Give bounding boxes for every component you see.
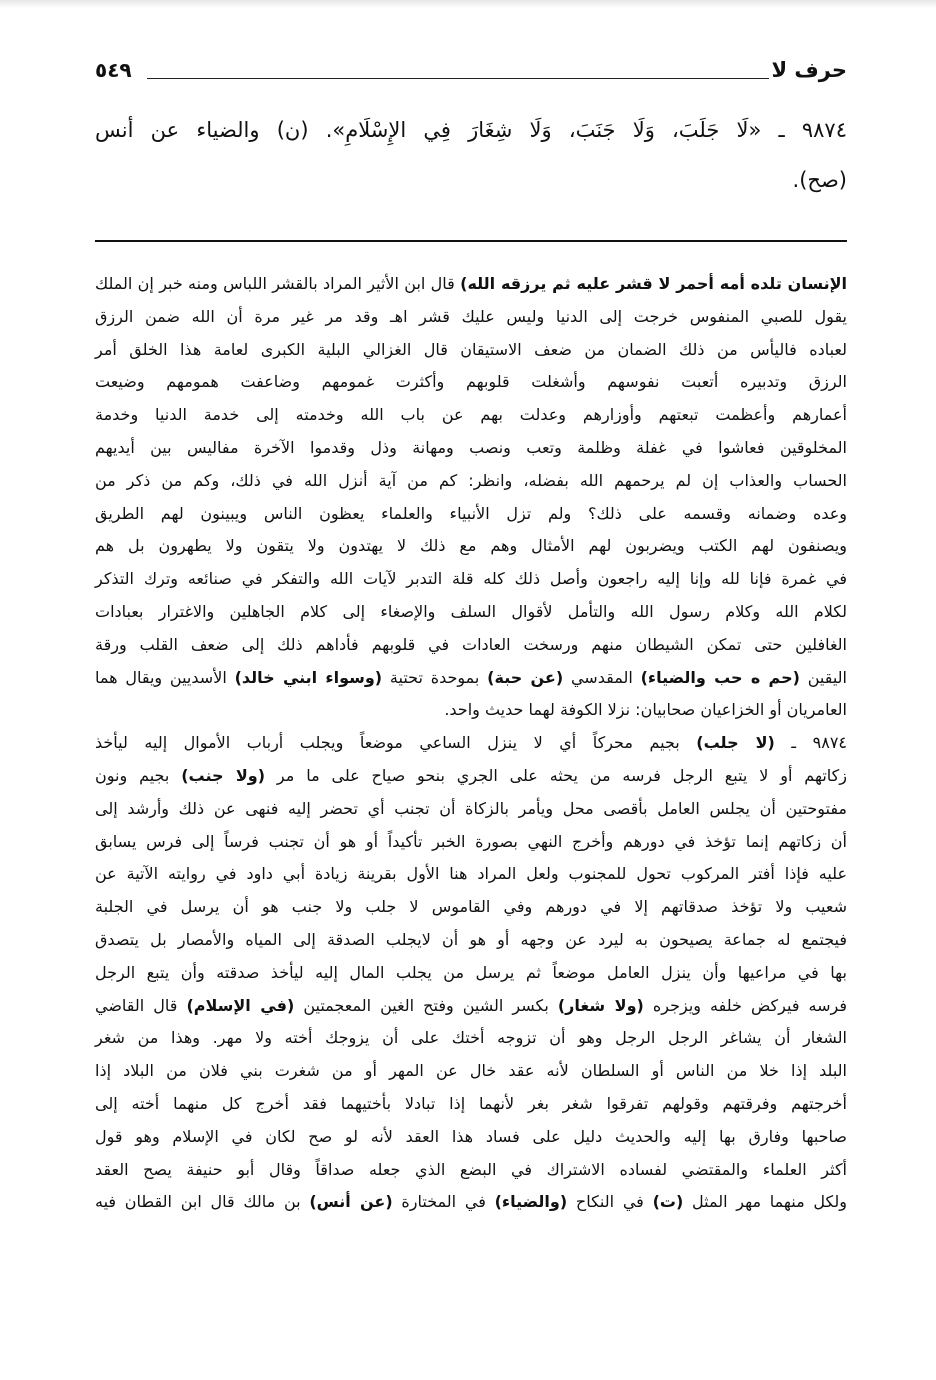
commentary-text: لكلام الله وكلام رسول الله والتأمل لأقوال السلف والإصغاء إلى كلام الجاهلين والاغترار بعبادات — [95, 601, 847, 621]
commentary-line — [95, 1121, 847, 1154]
commentary-text: يقول للصبي المنفوس خرجت إلى الدنيا وليس عليك قشر اهـ وقد مر غير مرة أن الله ضمن الرزق — [95, 306, 847, 326]
commentary-text: بها في مراعيها وأن ينزل العامل موضعاً ثم يرسل من يجلب المال إليه ليأخذ صدقته وأن يتبع الرجل — [95, 962, 847, 982]
commentary-line — [95, 727, 847, 760]
commentary-line — [95, 858, 847, 891]
commentary-line — [95, 563, 847, 596]
commentary-text: الغافلين حتى تمكن الشيطان منهم ورسخت العادات في قلوبهم فأداهم ذلك إلى ضعف القلب ورقة — [95, 634, 847, 654]
commentary-text: بن مالك قال ابن القطان فيه — [95, 1192, 310, 1212]
commentary-text: قال القاضي — [95, 995, 187, 1015]
commentary-line — [95, 301, 847, 334]
commentary-line — [95, 662, 847, 695]
commentary-text: بجيم ونون — [95, 765, 182, 785]
scan-edge — [0, 0, 936, 8]
quoted-matn: (في الإسلام) — [186, 995, 295, 1015]
commentary-line — [95, 957, 847, 990]
commentary-text: ٩٨٧٤ ـ — [774, 733, 847, 753]
commentary-text: العامريان أو الخزاعيان صحابيان: نزلا الكوفة لهما حديث واحد. — [444, 700, 847, 720]
commentary-line — [95, 1022, 847, 1055]
quoted-matn: (ت) — [652, 1192, 684, 1212]
commentary-text: البلد إذا خلا من الناس أو السلطان لأنه عقد خال عن المهر أو من شغرت بني فلان من البلاد إذا — [95, 1061, 847, 1081]
commentary-line — [95, 366, 847, 399]
quoted-matn: (عن أنس) — [309, 1192, 393, 1212]
commentary-text: فرسه فيركض خلفه ويزجره — [643, 995, 847, 1015]
commentary-line — [95, 990, 847, 1023]
commentary-line — [95, 334, 847, 367]
commentary-text: في غمرة فإنا لله وإنا إليه راجعون وأصل ذلك كله قلة التدبر لآيات الله والتفكر في صنائعه وترك التذكر — [95, 569, 847, 589]
hadith-grade: (صح). — [792, 168, 847, 192]
quoted-matn: (عن حبة) — [487, 667, 564, 687]
page-number: ٥٤٩ — [95, 58, 132, 82]
quoted-matn: (حم ه حب والضياء) — [640, 667, 800, 687]
commentary-text: بكسر الشين وفتح الغين المعجمتين — [294, 995, 558, 1015]
commentary-text: أعمارهم وأعظمت تبعتهم وأوزارهم وعدلت بهم عن باب الله وخدمته إلى خدمة الدنيا وخدمة — [95, 405, 847, 425]
commentary-line — [95, 1088, 847, 1121]
commentary-line — [95, 1055, 847, 1088]
commentary-text: قال ابن الأثير المراد بالقشر اللباس ومنه خبر إن الملك — [95, 274, 461, 293]
commentary-text: أن زكاتهم إنما تؤخذ في دورهم وأخرج النهي بصورة الخبر تأكيداً أو هو أن تجنب فرساً إلى فرس يسابق — [95, 831, 847, 851]
commentary-text: اليقين — [799, 667, 847, 687]
commentary-text: بجيم محركاً أي لا ينزل الساعي موضعاً ويجلب أرباب الأموال إليه ليأخذ — [95, 733, 697, 753]
commentary-text: ويصنفون لهم الكتب ويضربون لهم الأمثال وهم مع ذلك لا يهتدون ولا يتقون ولا يطهرون بل هم — [95, 536, 847, 556]
commentary-line — [95, 399, 847, 432]
commentary-line — [95, 760, 847, 793]
commentary-text: الرزق وتدبيره أتعبت نفوسهم وأشغلت قلوبهم وأكثرت غمومهم وضاعفت همومهم وضيعت — [95, 372, 847, 392]
commentary-line — [95, 432, 847, 465]
commentary-text: بموحدة تحتية — [382, 667, 488, 687]
commentary-line — [95, 793, 847, 826]
commentary-text: عليه فإذا أفتر المركوب تحول للمجنوب ولعل المراد هنا الأول بقرينة زيادة أبي داود في روايته الآتية عن — [95, 864, 847, 884]
commentary-line — [95, 826, 847, 859]
chapter-title: حرف لا — [771, 58, 847, 82]
commentary-text: ولكل منهما مهر المثل — [683, 1192, 847, 1212]
commentary-line — [95, 596, 847, 629]
commentary-text: وعده وضمانه وقسمه على ذلك؟ ولم تزل الأنبياء والعلماء يعظون الناس ويبينون لهم الطريق — [95, 503, 847, 523]
quoted-matn: (وسواء ابني خالد) — [234, 667, 383, 687]
commentary-text: في النكاح — [567, 1192, 653, 1212]
commentary-line — [95, 465, 847, 498]
commentary — [95, 268, 847, 1219]
commentary-line — [95, 629, 847, 662]
commentary-text: الشغار أن يشاغر الرجل الرجل وهو أن تزوجه أختك على أن يزوجك أخته ولا مهر. وهذا من شغر — [95, 1028, 847, 1048]
header-rule — [147, 78, 769, 79]
quoted-matn: (لا جلب) — [696, 733, 775, 753]
commentary-line — [95, 891, 847, 924]
quoted-matn: (ولا جنب) — [181, 765, 266, 785]
footnote-separator — [95, 240, 847, 242]
quoted-matn: (ولا شغار) — [557, 995, 644, 1015]
commentary-text: في المختارة — [392, 1192, 495, 1212]
commentary-text: فيجتمع له جماعة يصيحون به ليرد عن وجهه أو هو أن لايجلب الصدقة إلى المياه والأمصار بل يتصدق — [95, 929, 847, 949]
commentary-text: أخرجتهم وفرقتهم وقولهم تفرقوا شغر بغر لأنهما إذا تبادلا بأختيهما فقد أخرج كل منهما أخته إلى — [95, 1093, 847, 1113]
commentary-text: المخلوقين فعاشوا في غفلة وظلمة وتعب ونصب ومهانة وذل وقدموا الآخرة مفاليس بين أيديهم — [95, 437, 847, 457]
quoted-matn: الإنسان تلده أمه أحمر لا قشر عليه ثم يرزقه الله) — [460, 274, 847, 293]
commentary-line — [95, 530, 847, 563]
commentary-line — [95, 1186, 847, 1219]
commentary-text: شعيب ولا تؤخذ صدقاتهم إلا في دورهم وفي القاموس لا جلب ولا جنب هو أن يرسل في الجلبة — [95, 897, 847, 917]
commentary-text: أكثر العلماء والمقتضي لفساده الاشتراك في البضع الذي جعله صداقاً وقال أبو حنيفة يصح العقد — [95, 1159, 847, 1179]
commentary-text: لعباده فاليأس من ذلك الضمان من ضعف الاستيقان قال الغزالي البلية الكبرى لعامة هذا الخلق أمر — [95, 339, 847, 359]
running-header — [95, 58, 847, 88]
commentary-text: زكاتهم أو لا يتبع الرجل فرسه من يحثه على الجري بنحو صياح على ما مر — [265, 765, 847, 785]
commentary-line — [95, 924, 847, 957]
commentary-text: مفتوحتين أن يجلس العامل بأقصى محل ويأمر بالزكاة أن تجنب أي تحضر إليه فنهى عن ذلك وأرشد إلى — [95, 798, 847, 818]
commentary-text: الحساب والعذاب إن لم يرحمهم الله بفضله، وانظر: كم من آية أنزل الله في ذلك، وكم من ذكر من — [95, 470, 847, 490]
commentary-line — [95, 268, 847, 301]
commentary-line — [95, 1154, 847, 1187]
commentary-text: المقدسي — [563, 667, 641, 687]
commentary-line — [95, 498, 847, 531]
commentary-line — [95, 694, 847, 727]
quoted-matn: (والضياء) — [494, 1192, 568, 1212]
commentary-text: الأسديين ويقال هما — [95, 667, 235, 687]
hadith-text-line: ٩٨٧٤ ـ «لَا جَلَبَ، وَلَا جَنَبَ، وَلَا شِغَارَ فِي الإِسْلَامِ». (ن) والضياء عن أنس — [95, 118, 847, 142]
commentary-text: صاحبها وفارق بها إليه والحديث دليل على فساد هذا العقد لأنه لو صح لكان في الإسلام وهو قول — [95, 1126, 847, 1146]
